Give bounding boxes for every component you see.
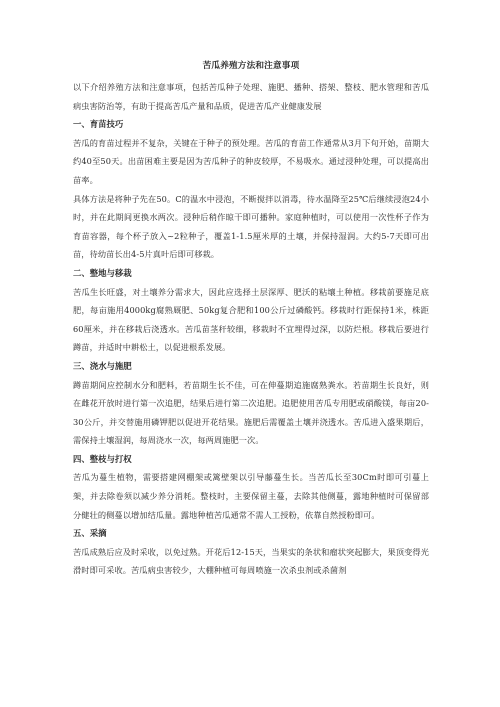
document-title: 苦瓜养殖方法和注意事项 — [202, 61, 300, 71]
section-paragraph: 蹲苗期间应控制水分和肥料，若苗期生长不佳，可在伸蔓期追施腐熟粪水。若苗期生长良好，则在雌花开放时进行第一次追肥，结果后进行第二次追肥。追肥使用苦瓜专用肥或硝酸镁，每亩20-30公斤，并交替施用磷钾肥以促进开花结果。施肥后需覆盖土壤并浇透水。苦瓜进入盛果期后，需保持土壤湿润，每周浇水一次，每两周施肥一次。 — [73, 379, 429, 446]
section-heading-soil-transplant: 二、整地与移栽 — [73, 267, 132, 278]
section-paragraph: 苦瓜成熟后应及时采收，以免过熟。开花后12-15天，当果实的条状和瘤状突起膨大，果顶变得光滑时即可采收。苦瓜病虫害较少，大棚种植可每周喷施一次杀虫剂或杀菌剂 — [73, 546, 429, 576]
section-paragraph: 具体方法是将种子先在50。C的温水中浸泡，不断搅拌以消毒，待水温降至25℃后继续浸泡24小时，并在此期间更换水两次。浸种后稍作晾干即可播种。家庭种植时，可以使用一次性杯子作为育苗容器，每个杯子放入~2粒种子，覆盖1-1.5厘米厚的土壤，并保持湿润。大约5-7天即可出苗，待幼苗长出4-5片真叶后即可移栽。 — [73, 193, 429, 260]
section-paragraph: 苦瓜生长旺盛，对土壤养分需求大，因此应选择土层深厚、肥沃的粘壤土种植。移栽前要施足底肥，每亩施用4000kg腐熟厩肥、50kg复合肥和100公斤过磷酸钙。移栽时行距保持1米，株距60厘米，并在移栽后浇透水。苦瓜苗茎秆较细，移栽时不宜埋得过深，以防烂根。移栽后要进行蹲苗，并适时中耕松土，以促进根系发展。 — [73, 286, 429, 353]
intro-paragraph: 以下介绍养殖方法和注意事项，包括苦瓜种子处理、施肥、播种、搭架、整枝、肥水管理和苦瓜病虫害防治等，有助于提高苦瓜产量和品质，促进苦瓜产业健康发展 — [73, 82, 429, 111]
document-page — [73, 60, 429, 580]
section-paragraph: 苦瓜的育苗过程并不复杂，关键在于种子的预处理。苦瓜的育苗工作通常从3月下旬开始，苗期大约40至50天。出苗困难主要是因为苦瓜种子的种皮较厚，不易吸水。通过浸种处理，可以提高出苗率。 — [73, 137, 429, 185]
section-heading-water-fertilizer: 三、浇水与施肥 — [73, 360, 132, 371]
section-heading-harvest: 五、采摘 — [73, 528, 107, 539]
section-paragraph: 苦瓜为蔓生植物，需要搭建网棚架或篱壁架以引导藤蔓生长。当苦瓜长至30Cm时即可引蔓上架，并去除卷须以减少养分消耗。整枝时，主要保留主蔓，去除其他侧蔓，露地种植时可保留部分健壮的侧蔓以增加结瓜量。露地种植苦瓜通常不需人工授粉，依靠自然授粉即可。 — [73, 472, 429, 520]
section-heading-seedling: 一、育苗技巧 — [73, 119, 124, 130]
section-heading-pruning: 四、整枝与打权 — [73, 453, 132, 464]
